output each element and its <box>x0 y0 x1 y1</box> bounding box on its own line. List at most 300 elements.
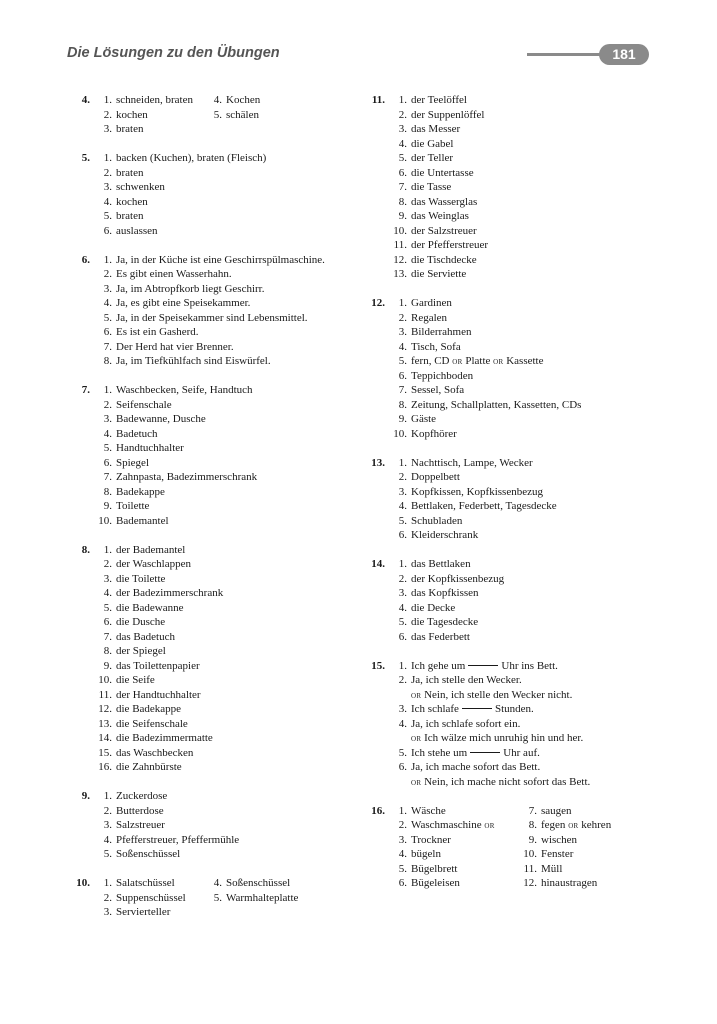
answer-row <box>357 369 677 384</box>
answer-text-part: Zeitung, Schallplatten, Kassetten, CDs <box>411 398 582 411</box>
answer-row <box>62 296 362 311</box>
item-number: 8. <box>103 645 112 657</box>
answer-text <box>541 804 572 819</box>
answer-row <box>62 180 362 195</box>
answer-text <box>116 876 175 891</box>
item-number: 5. <box>213 891 222 904</box>
answer-row <box>357 383 677 398</box>
answer-text-part: Spiegel <box>116 456 149 469</box>
answer-row <box>357 572 677 587</box>
answer-text <box>411 108 484 123</box>
answer-text <box>116 485 165 500</box>
item-number: 3. <box>103 413 112 425</box>
item-number: 1. <box>398 659 407 672</box>
item-number: 8. <box>398 398 407 411</box>
answer-text-part: Ja, ich schlafe sofort ein. <box>411 717 521 730</box>
answer-text-part: Kochen <box>226 94 261 106</box>
answer-text-part: Kleiderschrank <box>411 529 479 541</box>
answer-text <box>116 833 239 848</box>
item-number: 4. <box>398 848 407 860</box>
item-number: 6. <box>103 456 112 469</box>
answer-text-part: der Waschlappen <box>116 558 191 570</box>
exercise-number: 5. <box>81 152 90 164</box>
answer-text-part: Fenster <box>541 848 574 860</box>
answer-text <box>116 630 175 645</box>
item-number: 5. <box>398 616 407 628</box>
answer-row <box>357 731 677 746</box>
answer-row <box>357 775 677 790</box>
item-number: 7. <box>103 340 112 353</box>
answer-text <box>411 166 474 181</box>
answer-text <box>116 311 308 326</box>
item-number: 11. <box>393 239 407 251</box>
answer-row <box>357 166 677 181</box>
answer-text-part: saugen <box>541 804 572 817</box>
exercise-block <box>357 659 677 790</box>
answer-text <box>116 412 206 427</box>
answer-row <box>357 224 677 239</box>
answer-row <box>357 267 677 282</box>
answer-text-part: der Teller <box>411 152 454 164</box>
item-number: 2. <box>398 819 407 831</box>
fill-in-blank <box>470 752 500 753</box>
answer-text <box>116 891 186 906</box>
item-number: 6. <box>398 877 407 889</box>
item-number: 7. <box>103 630 112 643</box>
item-number: 1. <box>103 384 112 396</box>
item-number: 9. <box>398 210 407 222</box>
answer-text <box>116 340 234 355</box>
answer-text-part: Trockner <box>411 833 451 846</box>
item-number: 6. <box>398 369 407 382</box>
answer-text <box>116 847 180 862</box>
answer-text-part: hinaustragen <box>541 877 598 889</box>
answer-text-part: die Untertasse <box>411 166 474 179</box>
answer-text <box>116 354 271 369</box>
exercise-block <box>62 543 362 775</box>
exercise-number: 15. <box>371 659 385 672</box>
item-number: 11. <box>98 688 112 701</box>
item-number: 2. <box>103 268 112 280</box>
answer-text-part: Bilderrahmen <box>411 326 472 338</box>
item-number: 5. <box>103 442 112 454</box>
item-number: 4. <box>398 137 407 150</box>
exercise-number: 6. <box>81 253 90 266</box>
answer-row <box>62 760 362 775</box>
item-number: 2. <box>398 108 407 121</box>
answer-row <box>357 470 677 485</box>
answer-text-part: Pfefferstreuer, Pfeffermühle <box>116 833 240 846</box>
answer-row <box>62 659 362 674</box>
answer-text-part: Kopfkissen, Kopfkissenbezug <box>411 485 543 498</box>
answer-text-part: Badekappe <box>116 485 165 498</box>
answer-text <box>411 427 457 442</box>
answer-text-part: Ich stehe um <box>411 746 468 759</box>
answer-text <box>411 311 447 326</box>
answer-text-part: braten <box>116 166 144 179</box>
item-number: 12. <box>393 253 407 266</box>
item-number: 10. <box>98 674 112 686</box>
answer-text-part: das Messer <box>411 123 461 135</box>
item-number: 4. <box>398 601 407 614</box>
answer-text <box>411 296 452 311</box>
item-number: 1. <box>103 253 112 266</box>
answer-row <box>357 325 677 340</box>
answer-text <box>411 586 479 601</box>
item-number: 8. <box>398 195 407 208</box>
answer-text <box>116 731 213 746</box>
exercise-number: 10. <box>76 877 90 889</box>
answer-text <box>541 847 573 862</box>
exercise-number: 16. <box>371 804 385 817</box>
answer-text-part: Ja, im Tiefkühlfach sind Eiswürfel. <box>116 355 271 367</box>
answer-text <box>411 514 462 529</box>
item-number: 12. <box>523 877 537 889</box>
answer-text <box>411 253 477 268</box>
answer-text-part: die Tasse <box>411 181 452 193</box>
item-number: 10. <box>393 427 407 440</box>
answer-text-part: das Wasserglas <box>411 195 478 208</box>
answer-text <box>411 340 461 355</box>
answer-row <box>62 151 362 166</box>
item-number: 1. <box>103 94 112 106</box>
page-number-badge: 181 <box>599 44 649 65</box>
answer-text <box>116 514 169 529</box>
answer-text <box>411 325 471 340</box>
answer-text-part: Platte <box>465 355 491 367</box>
answer-text <box>411 601 455 616</box>
answer-row <box>357 195 677 210</box>
item-number: 1. <box>103 152 112 164</box>
item-number: 2. <box>103 891 112 904</box>
answer-row <box>357 557 677 572</box>
answer-text-part: fegen <box>541 819 566 831</box>
answer-text-part: Waschbecken, Seife, Handtuch <box>116 384 253 396</box>
item-number: 3. <box>398 703 407 715</box>
answer-text <box>116 702 181 717</box>
answer-text <box>411 151 453 166</box>
fill-in-blank <box>462 708 492 709</box>
exercise-number: 8. <box>81 543 90 556</box>
answer-row <box>62 325 362 340</box>
answer-text-part: Nachttisch, Lampe, Wecker <box>411 456 533 469</box>
answer-row <box>62 311 362 326</box>
answer-text <box>116 282 264 297</box>
answer-text-part: Bademantel <box>116 514 169 527</box>
item-number: 4. <box>398 340 407 353</box>
answer-text-part: die Seife <box>116 674 155 686</box>
item-number: 4. <box>213 877 222 889</box>
answer-text <box>116 659 200 674</box>
item-number: 13. <box>98 717 112 730</box>
answer-text <box>116 688 201 703</box>
answer-text-part: die Seifenschale <box>116 717 188 730</box>
answer-text <box>411 847 441 862</box>
answer-text <box>116 543 185 558</box>
item-number: 5. <box>103 210 112 222</box>
answer-row <box>62 195 362 210</box>
item-number: 1. <box>398 94 407 106</box>
answer-text <box>411 195 477 210</box>
exercise-block <box>357 93 677 282</box>
answer-text-part: Schubladen <box>411 514 463 527</box>
answer-text-part: Es gibt einen Wasserhahn. <box>116 268 232 280</box>
answer-row <box>62 905 362 920</box>
answer-text-part: der Bademantel <box>116 543 186 556</box>
answer-text-part: schneiden, braten <box>116 94 193 106</box>
answer-text-part: die Dusche <box>116 616 166 628</box>
answer-row <box>357 862 677 877</box>
answer-text <box>411 876 460 891</box>
exercise-number: 12. <box>371 297 385 309</box>
item-number: 6. <box>398 166 407 179</box>
answer-text <box>116 209 143 224</box>
item-number: 1. <box>398 804 407 817</box>
answer-row <box>62 122 362 137</box>
answer-row <box>62 630 362 645</box>
answer-text <box>411 804 446 819</box>
answer-text <box>411 470 460 485</box>
answer-row <box>357 209 677 224</box>
answer-text <box>116 122 143 137</box>
answer-text <box>411 630 470 645</box>
header-rule <box>527 53 607 56</box>
item-number: 8. <box>528 819 537 831</box>
answer-text <box>116 224 158 239</box>
answer-text-part: bügeln <box>411 848 441 860</box>
exercise-block <box>62 151 362 238</box>
answer-text-part: wischen <box>541 833 578 846</box>
item-number: 2. <box>398 572 407 585</box>
answer-row <box>357 499 677 514</box>
answer-row <box>357 151 677 166</box>
item-number: 2. <box>103 398 112 411</box>
answer-text <box>116 195 148 210</box>
answer-text-part: Ja, in der Speisekammer sind Lebensmittel. <box>116 311 308 324</box>
answer-text-part: Butterdose <box>116 804 164 817</box>
answer-row <box>62 876 362 891</box>
item-number: 6. <box>103 224 112 237</box>
answer-text-part: kochen <box>116 108 148 121</box>
answer-row <box>62 818 362 833</box>
answer-text <box>116 180 165 195</box>
answer-row <box>62 804 362 819</box>
answer-row <box>357 514 677 529</box>
exercise-block <box>62 789 362 862</box>
answer-row <box>62 456 362 471</box>
answer-text-part: Nein, ich stelle den Wecker nicht. <box>424 688 573 701</box>
item-number: 14. <box>98 732 112 744</box>
answer-text-part: Waschmaschine <box>411 819 482 831</box>
answer-text-part: Nein, ich mache nicht sofort das Bett. <box>424 775 591 788</box>
item-number: 4. <box>103 427 112 440</box>
answer-text-part: Badewanne, Dusche <box>116 413 206 425</box>
exercise-number: 7. <box>81 384 90 396</box>
answer-text <box>116 296 250 311</box>
answer-text <box>116 615 165 630</box>
answer-text-part: der Spiegel <box>116 645 166 657</box>
answer-row <box>62 702 362 717</box>
item-number: 10. <box>98 514 112 527</box>
item-number: 3. <box>398 833 407 846</box>
exercise-number: 13. <box>371 456 385 469</box>
or-keyword: or <box>411 733 422 744</box>
item-number: 6. <box>398 761 407 773</box>
item-number: 8. <box>103 355 112 367</box>
answer-text <box>411 731 583 747</box>
answer-text <box>541 818 611 834</box>
answer-text <box>411 224 477 239</box>
answer-text <box>411 528 478 543</box>
item-number: 1. <box>398 558 407 570</box>
answer-row <box>62 833 362 848</box>
answer-row <box>357 137 677 152</box>
answer-text-part: Doppelbett <box>411 471 460 483</box>
answer-row <box>62 209 362 224</box>
answer-row <box>62 93 362 108</box>
answer-text <box>411 137 453 152</box>
item-number: 5. <box>398 355 407 367</box>
exercise-block <box>62 253 362 369</box>
answer-text <box>226 876 290 891</box>
answer-row <box>357 180 677 195</box>
answer-text <box>116 760 182 775</box>
answer-text-part: Uhr ins Bett. <box>501 659 558 672</box>
answer-text-part: Der Herd hat vier Brenner. <box>116 340 234 353</box>
answer-row <box>62 543 362 558</box>
item-number: 5. <box>103 848 112 860</box>
item-number: 7. <box>528 804 537 817</box>
item-number: 9. <box>103 659 112 672</box>
answer-row <box>62 383 362 398</box>
or-keyword: or <box>411 689 422 701</box>
answer-text <box>411 760 540 775</box>
answer-text-part: Bügelbrett <box>411 862 458 875</box>
item-number: 6. <box>398 630 407 643</box>
answer-text-part: Salzstreuer <box>116 819 165 831</box>
answer-text <box>226 93 260 108</box>
item-number: 4. <box>103 833 112 846</box>
answer-row <box>357 93 677 108</box>
answer-text <box>116 601 184 616</box>
answer-row <box>62 514 362 529</box>
answer-row <box>357 354 677 369</box>
answer-row <box>62 789 362 804</box>
exercise-block <box>62 93 362 137</box>
exercise-block <box>357 296 677 441</box>
answer-text <box>411 717 520 732</box>
answer-text-part: das Weinglas <box>411 210 469 222</box>
answer-row <box>357 659 677 674</box>
answer-text <box>411 456 533 471</box>
item-number: 10. <box>523 848 537 860</box>
item-number: 3. <box>398 123 407 135</box>
or-keyword: or <box>452 356 463 367</box>
item-number: 3. <box>103 181 112 193</box>
item-number: 5. <box>398 514 407 527</box>
answer-row <box>62 499 362 514</box>
answer-row <box>62 441 362 456</box>
answer-text-part: Ja, ich stelle den Wecker. <box>411 674 522 686</box>
answer-row <box>357 238 677 253</box>
answer-text-part: Kopfhörer <box>411 427 457 440</box>
answer-text <box>226 891 298 906</box>
answer-text-part: die Zahnbürste <box>116 761 182 773</box>
item-number: 2. <box>398 674 407 686</box>
answer-row <box>62 673 362 688</box>
answer-text-part: der Teelöffel <box>411 94 467 106</box>
answer-row <box>357 601 677 616</box>
answer-text <box>541 862 562 877</box>
answer-text <box>411 615 478 630</box>
answer-text <box>116 383 253 398</box>
item-number: 3. <box>103 819 112 831</box>
answer-text-part: Stunden. <box>494 703 534 715</box>
answer-text <box>116 456 149 471</box>
answer-text-part: Gardinen <box>411 297 452 309</box>
answer-row <box>62 108 362 123</box>
item-number: 1. <box>398 297 407 309</box>
or-keyword: or <box>568 820 579 831</box>
answer-row <box>357 615 677 630</box>
item-number: 3. <box>103 572 112 585</box>
answer-text <box>116 818 165 833</box>
answer-text-part: Soßenschüssel <box>226 877 291 889</box>
exercise-block <box>62 876 362 920</box>
item-number: 11. <box>523 862 537 875</box>
answer-row <box>62 224 362 239</box>
answer-text-part: Soßenschüssel <box>116 848 181 860</box>
answer-row <box>357 630 677 645</box>
answer-text <box>116 441 184 456</box>
answer-text-part: Servierteller <box>116 906 171 918</box>
answer-text-part: die Badewanne <box>116 601 184 614</box>
answer-text <box>411 746 540 761</box>
exercise-block <box>357 557 677 644</box>
answer-text-part: Ich schlafe <box>411 703 459 715</box>
item-number: 4. <box>103 587 112 599</box>
answer-text-part: der Suppenlöffel <box>411 108 485 121</box>
answer-text <box>411 775 590 791</box>
answer-text-part: auslassen <box>116 224 158 237</box>
item-number: 1. <box>103 877 112 889</box>
item-number: 3. <box>398 326 407 338</box>
answer-text <box>116 499 149 514</box>
answer-text-part: backen (Kuchen), braten (Fleisch) <box>116 152 267 164</box>
answer-text <box>411 659 558 674</box>
item-number: 4. <box>103 195 112 208</box>
answer-row <box>357 804 677 819</box>
answer-text-part: die Decke <box>411 601 456 614</box>
answer-row <box>357 847 677 862</box>
answer-text <box>411 702 534 717</box>
item-number: 4. <box>398 717 407 730</box>
item-number: 1. <box>103 790 112 802</box>
item-number: 4. <box>213 94 222 106</box>
item-number: 5. <box>103 601 112 614</box>
item-number: 5. <box>398 152 407 164</box>
answer-text-part: die Tischdecke <box>411 253 477 266</box>
answer-text-part: Ich wälze mich unruhig hin und her. <box>424 732 584 744</box>
answer-text-part: Zuckerdose <box>116 790 168 802</box>
answer-text <box>116 905 170 920</box>
answer-text-part: braten <box>116 210 144 222</box>
answer-text-part: die Toilette <box>116 572 166 585</box>
answer-text <box>411 209 469 224</box>
answer-row <box>357 688 677 703</box>
exercise-block <box>62 383 362 528</box>
answer-text <box>116 166 143 181</box>
